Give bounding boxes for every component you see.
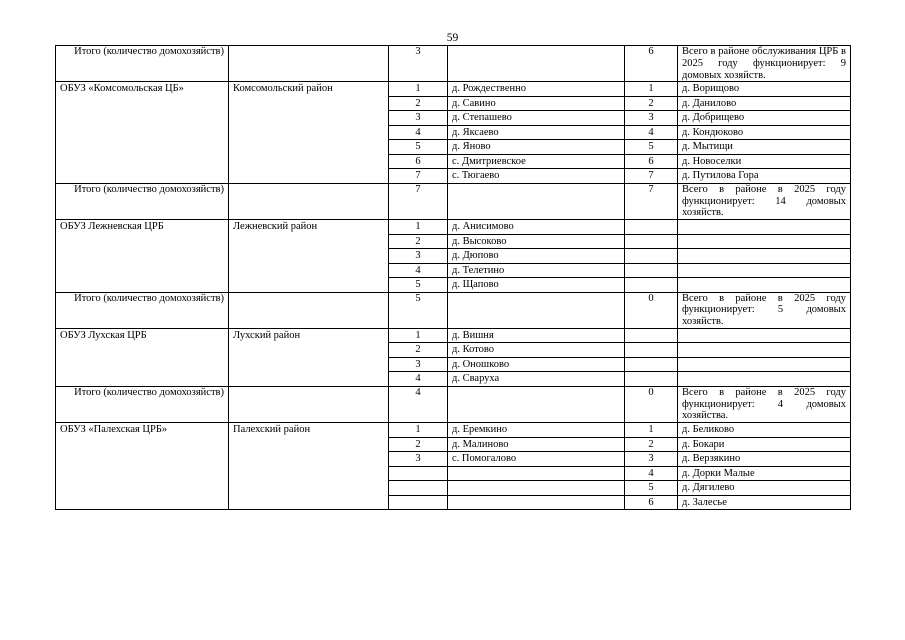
- settlement-a: [448, 495, 625, 510]
- settlement-a: д. Высоково: [448, 234, 625, 249]
- settlement-b: [678, 328, 851, 343]
- row-number-a: 4: [389, 372, 448, 387]
- row-number-b: [625, 249, 678, 264]
- row-number-b: 4: [625, 125, 678, 140]
- row-number-b: 6: [625, 154, 678, 169]
- total-count-b: 7: [625, 183, 678, 219]
- settlement-b: д. Новоселки: [678, 154, 851, 169]
- row-number-b: [625, 357, 678, 372]
- row-number-a: 4: [389, 125, 448, 140]
- total-label: Итого (количество домохозяйств): [56, 46, 229, 82]
- settlement-a: д. Малиново: [448, 437, 625, 452]
- total-label: Итого (количество домохозяйств): [56, 386, 229, 422]
- settlement-a: д. Котово: [448, 343, 625, 358]
- settlement-a: д. Сваруха: [448, 372, 625, 387]
- settlement-b: [678, 249, 851, 264]
- row-number-a: [389, 495, 448, 510]
- settlement-b: д. Дягилево: [678, 481, 851, 496]
- organization-name: ОБУЗ «Комсомольская ЦБ»: [56, 82, 229, 184]
- settlement-b: д. Путилова Гора: [678, 169, 851, 184]
- settlement-a: д. Еремкино: [448, 423, 625, 438]
- table-row: [56, 220, 851, 235]
- page-number: 59: [446, 32, 459, 44]
- settlement-b: [678, 278, 851, 293]
- row-number-a: 1: [389, 423, 448, 438]
- settlement-b: д. Залесье: [678, 495, 851, 510]
- settlement-a: д. Щапово: [448, 278, 625, 293]
- row-number-b: 1: [625, 423, 678, 438]
- settlement-a: д. Дюпово: [448, 249, 625, 264]
- table-row: [56, 423, 851, 438]
- total-summary: Всего в районе обслуживания ЦРБ в 2025 году функционирует: 9 домовых хозяйств.: [678, 46, 851, 82]
- settlement-b: [678, 234, 851, 249]
- district-name: Лухский район: [229, 328, 389, 386]
- total-empty-cell: [448, 46, 625, 82]
- settlement-a: [448, 481, 625, 496]
- row-number-b: [625, 234, 678, 249]
- total-label: Итого (количество домохозяйств): [56, 183, 229, 219]
- row-number-b: 5: [625, 481, 678, 496]
- row-number-a: [389, 466, 448, 481]
- settlements-table: [55, 45, 851, 510]
- row-number-b: 6: [625, 495, 678, 510]
- total-summary: Всего в районе в 2025 году функционирует: 14 домовых хозяйств.: [678, 183, 851, 219]
- total-count-a: 3: [389, 46, 448, 82]
- row-number-b: 3: [625, 452, 678, 467]
- total-empty-cell: [448, 183, 625, 219]
- total-count-a: 4: [389, 386, 448, 422]
- settlement-a: д. Степашево: [448, 111, 625, 126]
- row-number-b: [625, 343, 678, 358]
- total-row: [56, 386, 851, 422]
- settlement-a: д. Савино: [448, 96, 625, 111]
- row-number-b: [625, 372, 678, 387]
- row-number-b: 4: [625, 466, 678, 481]
- organization-name: ОБУЗ Лежневская ЦРБ: [56, 220, 229, 293]
- district-name: Комсомольский район: [229, 82, 389, 184]
- row-number-a: 7: [389, 169, 448, 184]
- row-number-a: 1: [389, 220, 448, 235]
- row-number-b: [625, 278, 678, 293]
- total-row: [56, 292, 851, 328]
- total-empty-cell: [448, 386, 625, 422]
- row-number-b: 2: [625, 437, 678, 452]
- settlement-b: [678, 220, 851, 235]
- total-empty-cell: [229, 386, 389, 422]
- settlement-b: д. Беликово: [678, 423, 851, 438]
- settlement-b: д. Добрищево: [678, 111, 851, 126]
- row-number-a: 3: [389, 357, 448, 372]
- row-number-a: 6: [389, 154, 448, 169]
- settlement-b: [678, 357, 851, 372]
- settlement-a: д. Яксаево: [448, 125, 625, 140]
- table-row: [56, 328, 851, 343]
- total-row: [56, 183, 851, 219]
- settlement-b: [678, 372, 851, 387]
- row-number-b: [625, 220, 678, 235]
- row-number-b: 3: [625, 111, 678, 126]
- row-number-a: 4: [389, 263, 448, 278]
- row-number-b: 2: [625, 96, 678, 111]
- total-summary: Всего в районе в 2025 году функционирует: 5 домовых хозяйств.: [678, 292, 851, 328]
- row-number-a: 3: [389, 452, 448, 467]
- row-number-a: 2: [389, 437, 448, 452]
- row-number-b: [625, 328, 678, 343]
- row-number-a: 2: [389, 234, 448, 249]
- settlement-a: д. Вишня: [448, 328, 625, 343]
- total-empty-cell: [448, 292, 625, 328]
- row-number-a: 1: [389, 82, 448, 97]
- total-count-b: 0: [625, 292, 678, 328]
- row-number-a: 2: [389, 343, 448, 358]
- settlement-b: д. Данилово: [678, 96, 851, 111]
- total-empty-cell: [229, 46, 389, 82]
- table-body: [56, 46, 851, 510]
- district-name: Палехский район: [229, 423, 389, 510]
- settlement-a: [448, 466, 625, 481]
- settlement-a: с. Помогалово: [448, 452, 625, 467]
- row-number-b: [625, 263, 678, 278]
- row-number-a: [389, 481, 448, 496]
- total-empty-cell: [229, 183, 389, 219]
- total-count-a: 5: [389, 292, 448, 328]
- settlement-a: д. Телетино: [448, 263, 625, 278]
- settlement-b: д. Мытищи: [678, 140, 851, 155]
- table-row: [56, 82, 851, 97]
- organization-name: ОБУЗ Лухская ЦРБ: [56, 328, 229, 386]
- settlement-b: д. Ворищово: [678, 82, 851, 97]
- total-row: [56, 46, 851, 82]
- row-number-a: 1: [389, 328, 448, 343]
- settlement-b: [678, 263, 851, 278]
- settlement-b: д. Дорки Малые: [678, 466, 851, 481]
- total-count-a: 7: [389, 183, 448, 219]
- row-number-b: 7: [625, 169, 678, 184]
- total-count-b: 6: [625, 46, 678, 82]
- settlement-b: д. Кондюково: [678, 125, 851, 140]
- total-empty-cell: [229, 292, 389, 328]
- district-name: Лежневский район: [229, 220, 389, 293]
- settlement-a: д. Анисимово: [448, 220, 625, 235]
- settlement-a: с. Тюгаево: [448, 169, 625, 184]
- row-number-b: 1: [625, 82, 678, 97]
- row-number-a: 2: [389, 96, 448, 111]
- settlement-b: д. Бокари: [678, 437, 851, 452]
- row-number-a: 3: [389, 111, 448, 126]
- organization-name: ОБУЗ «Палехская ЦРБ»: [56, 423, 229, 510]
- total-summary: Всего в районе в 2025 году функционирует: 4 домовых хозяйства.: [678, 386, 851, 422]
- row-number-a: 3: [389, 249, 448, 264]
- settlement-a: д. Яново: [448, 140, 625, 155]
- total-label: Итого (количество домохозяйств): [56, 292, 229, 328]
- settlement-a: д. Оношково: [448, 357, 625, 372]
- row-number-a: 5: [389, 140, 448, 155]
- settlement-a: д. Рождественно: [448, 82, 625, 97]
- total-count-b: 0: [625, 386, 678, 422]
- settlement-b: д. Верзякино: [678, 452, 851, 467]
- settlement-b: [678, 343, 851, 358]
- settlement-a: с. Дмитриевское: [448, 154, 625, 169]
- row-number-b: 5: [625, 140, 678, 155]
- row-number-a: 5: [389, 278, 448, 293]
